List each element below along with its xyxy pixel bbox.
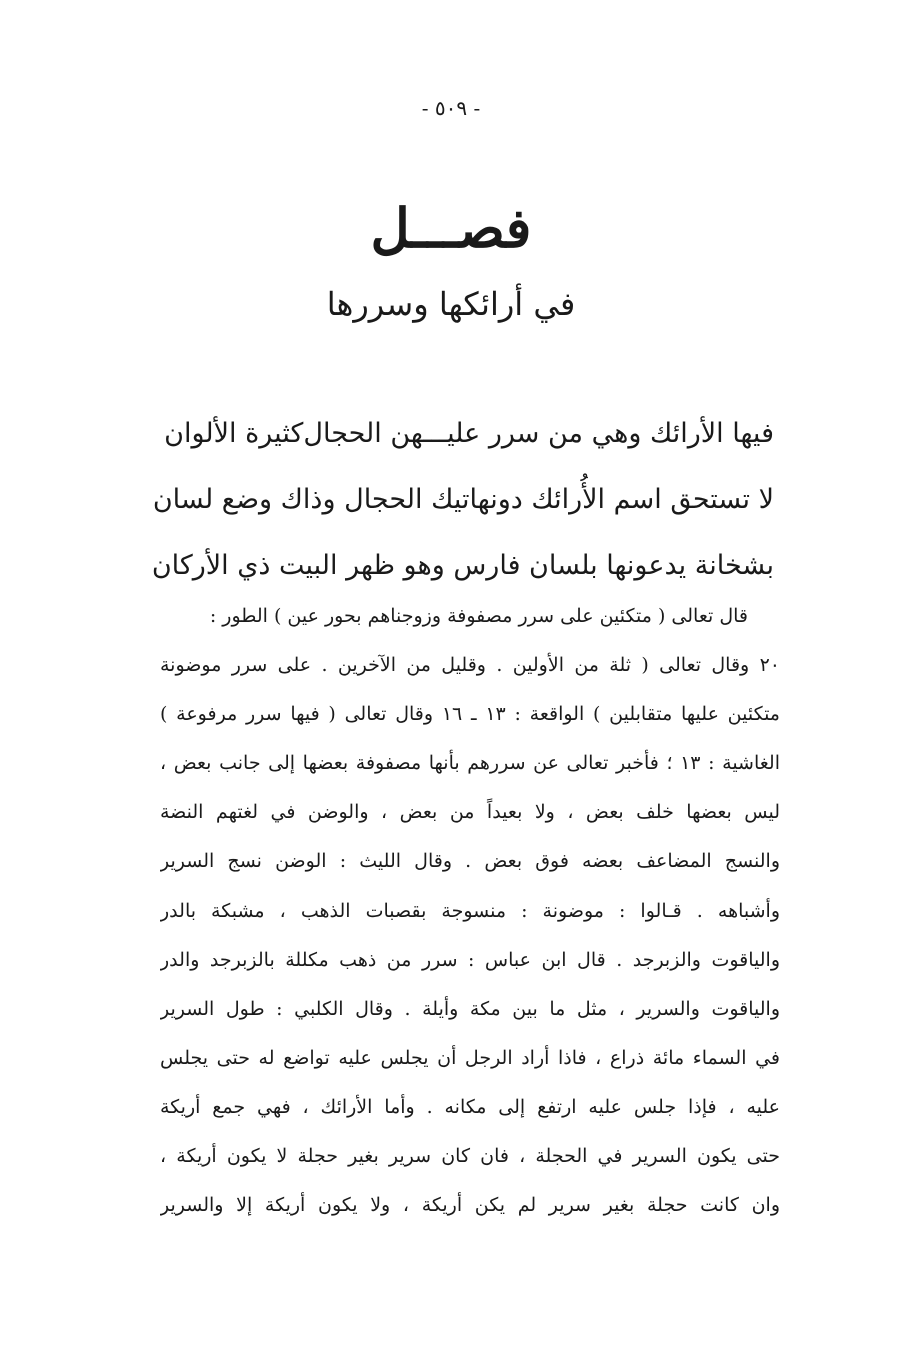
body-text bbox=[160, 592, 780, 1230]
body-text-line: والنسج المضاعف بعضه فوق بعض . وقال الليث : الوضن نسج السرير bbox=[160, 850, 780, 873]
page-number: - ٥٠٩ - bbox=[421, 96, 481, 120]
poem-hemistich-first: فيها الأرائك وهي من سرر عليـــهن الحجال bbox=[303, 417, 774, 449]
poem-hemistich-second: كثيرة الألوان bbox=[164, 417, 304, 449]
body-text-line: والياقوت والزبرجد . قال ابن عباس : سرر من ذهب مكللة بالزبرجد والدر bbox=[160, 948, 780, 971]
body-text-line: الغاشية : ١٣ ؛ فأخبر تعالى عن سررهم بأنها مصفوفة بعضها إلى جانب بعض ، bbox=[160, 752, 780, 775]
poem-hemistich-first: لا تستحق اسم الأُرائك دونها bbox=[469, 483, 774, 515]
body-text-line: حتى يكون السرير في الحجلة ، فان كان سرير بغير حجلة لا يكون أريكة ، bbox=[160, 1145, 780, 1168]
body-text-line: في السماء مائة ذراع ، فاذا أراد الرجل أن يجلس عليه تواضع له حتى يجلس bbox=[160, 1046, 780, 1069]
body-text-line: وان كانت حجلة بغير سرير لم يكن أريكة ، ولا يكون أريكة إلا والسرير bbox=[160, 1194, 780, 1217]
poem-hemistich-first: بشخانة يدعونها بلسان فا bbox=[499, 549, 774, 581]
poem-hemistich-second: تيك الحجال وذاك وضع لسان bbox=[152, 483, 470, 515]
body-text-line: قال تعالى ( متكئين على سرر مصفوفة وزوجناهم بحور عين ) الطور : bbox=[209, 605, 748, 627]
poem-hemistich-second: رس وهو ظهر البيت ذي الأركان bbox=[151, 549, 500, 581]
body-text-line: ٢٠ وقال تعالى ( ثلة من الأولين . وقليل من الآخرين . على سرر موضونة bbox=[160, 654, 780, 677]
body-text-line: ليس بعضها خلف بعض ، ولا بعيداً من بعض ، والوضن في لغتهم النضة bbox=[160, 801, 780, 824]
poem-verse bbox=[152, 466, 774, 532]
poem-verse bbox=[151, 532, 774, 598]
body-text-line: وأشباهه . قـالوا : موضونة : منسوجة بقصبات الذهب ، مشبكة بالدر bbox=[160, 899, 780, 922]
body-text-line: عليه ، فإذا جلس عليه ارتفع إلى مكانه . وأما الأرائك ، فهي جمع أريكة bbox=[160, 1095, 780, 1118]
chapter-subtitle: في أرائكها وسررها bbox=[326, 285, 576, 323]
body-text-line: متكئين عليها متقابلين ) الواقعة : ١٣ ـ ١٦ وقال تعالى ( فيها سرر مرفوعة ) bbox=[160, 703, 780, 726]
chapter-heading: فصـــل bbox=[370, 196, 532, 260]
poem-verse bbox=[164, 400, 774, 466]
body-text-line: والياقوت والسرير ، مثل ما بين مكة وأيلة . وقال الكلبي : طول السرير bbox=[160, 997, 780, 1020]
poem-block bbox=[151, 400, 774, 598]
